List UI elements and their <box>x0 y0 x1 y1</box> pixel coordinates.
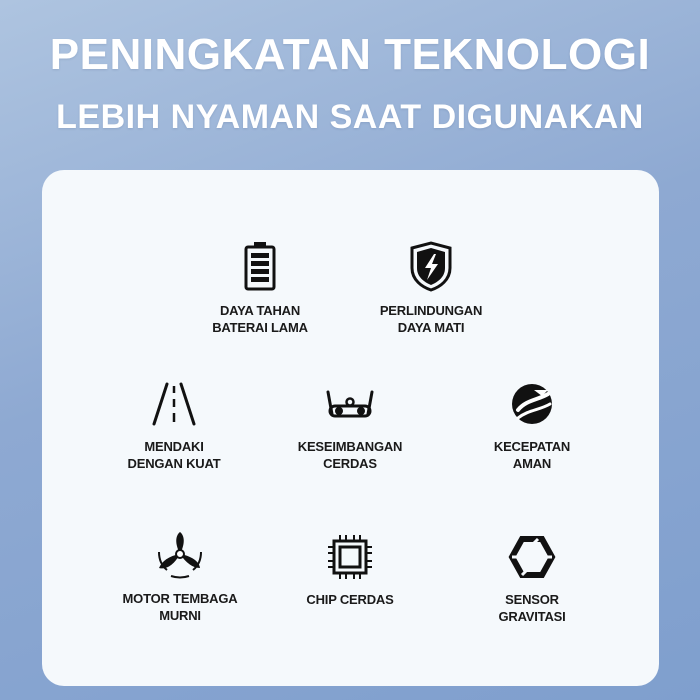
feature-climbing <box>94 380 254 472</box>
road-icon <box>150 380 198 428</box>
chip-icon <box>326 533 374 581</box>
battery-icon <box>240 240 280 292</box>
feature-label: DAYA TAHAN BATERAI LAMA <box>212 303 308 335</box>
feature-smart-chip <box>270 533 430 608</box>
feature-battery <box>180 240 340 336</box>
feature-copper-motor <box>100 530 260 624</box>
feature-label: KECEPATAN AMAN <box>493 439 571 471</box>
page-title: PENINGKATAN TEKNOLOGI <box>49 30 651 79</box>
fan-icon <box>153 530 207 580</box>
feature-label: PERLINDUNGAN DAYA MATI <box>379 303 483 335</box>
feature-label: KESEIMBANGAN CERDAS <box>297 439 403 471</box>
speed-icon <box>508 380 556 428</box>
feature-label: SENSOR GRAVITASI <box>498 592 566 624</box>
feature-gravity-sensor <box>452 533 612 625</box>
feature-label: CHIP CERDAS <box>306 592 394 607</box>
feature-label: MENDAKI DENGAN KUAT <box>127 439 221 471</box>
feature-safe-speed <box>452 380 612 472</box>
feature-power-protection <box>351 240 511 336</box>
features-card <box>42 170 659 686</box>
page-subtitle: LEBIH NYAMAN SAAT DIGUNAKAN <box>56 98 644 136</box>
shield-lightning-icon <box>408 240 454 292</box>
balance-icon <box>322 380 378 428</box>
feature-balance <box>270 380 430 472</box>
feature-label: MOTOR TEMBAGA MURNI <box>122 591 238 623</box>
sensor-hexagon-icon <box>508 533 556 581</box>
